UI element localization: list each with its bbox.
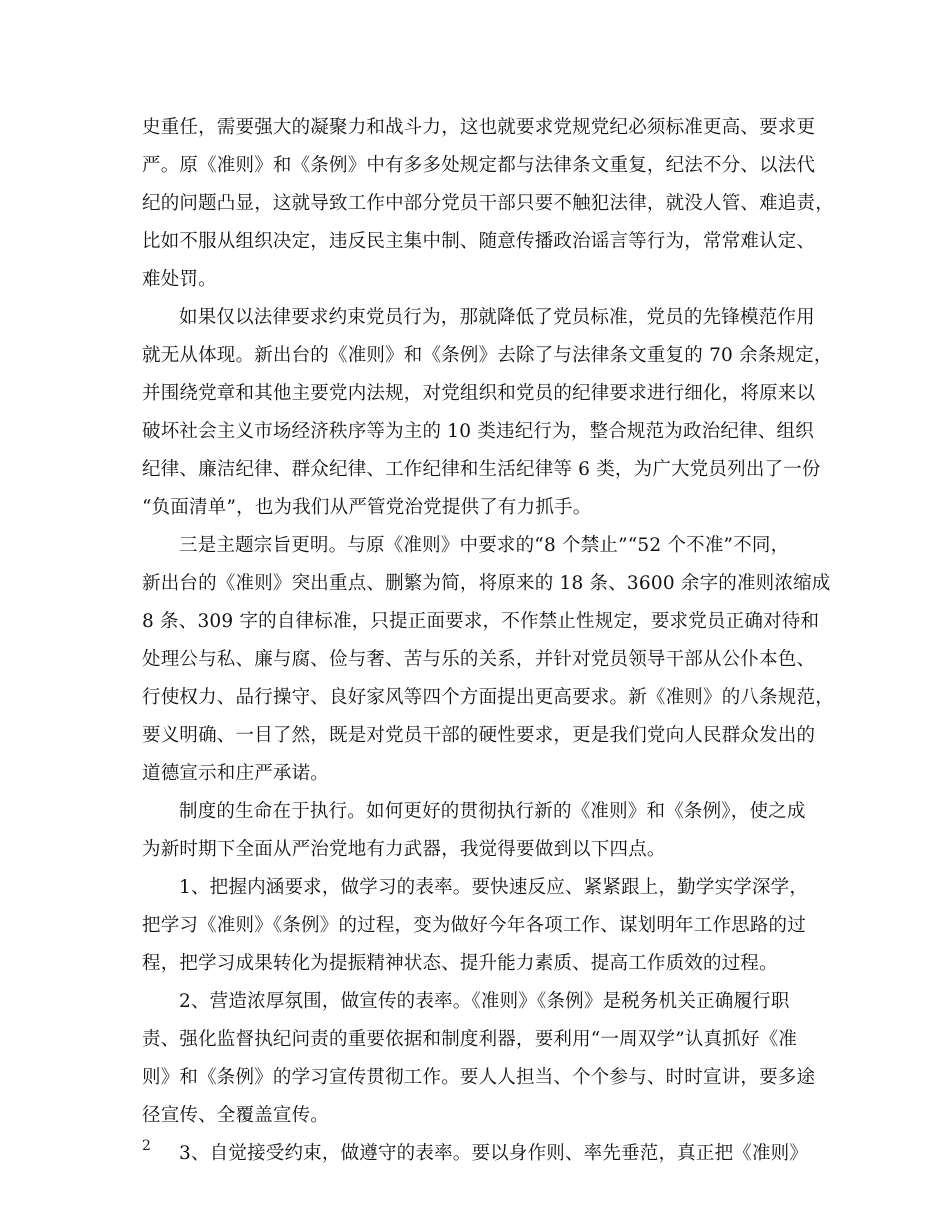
text-line: 3、自觉接受约束，做遵守的表率。要以身作则、率先垂范，真正把《准则》 [179, 1143, 809, 1164]
text-line: 新出台的《准则》突出重点、删繁为简，将原来的 18 条、3600 余字的准则浓缩成 [142, 573, 831, 594]
text-line: 要义明确、一目了然，既是对党员干部的硬性要求，更是我们党向人民群众发出的 [142, 725, 816, 746]
text-line: 比如不服从组织决定，违反民主集中制、随意传播政治谣言等行为，常常难认定、 [142, 231, 816, 252]
text-line: 并围绕党章和其他主要党内法规，对党组织和党员的纪律要求进行细化，将原来以 [142, 383, 816, 404]
text-line: 2、营造浓厚氛围，做宣传的表率。《准则》《条例》是税务机关正确履行职 [179, 991, 790, 1012]
text-line: 纪的问题凸显，这就导致工作中部分党员干部只要不触犯法律，就没人管、难追责， [142, 193, 834, 214]
text-line: 8 条、309 字的自律标准，只提正面要求，不作禁止性规定，要求党员正确对待和 [142, 611, 820, 632]
text-line: 处理公与私、廉与腐、俭与奢、苦与乐的关系，并针对党员领导干部从公仆本色、 [142, 649, 816, 670]
text-line: 则》和《条例》的学习宣传贯彻工作。要人人担当、个个参与、时时宣讲，要多途 [142, 1067, 816, 1088]
text-line: 责、强化监督执纪问责的重要依据和制度利器，要利用“一周双学”认真抓好《准 [142, 1029, 798, 1050]
text-line: 如果仅以法律要求约束党员行为，那就降低了党员标准，党员的先锋模范作用 [179, 307, 815, 328]
text-line: 径宣传、全覆盖宣传。 [142, 1105, 330, 1126]
text-line: 制度的生命在于执行。如何更好的贯彻执行新的《准则》和《条例》，使之成 [179, 801, 806, 822]
text-line: 三是主题宗旨更明。与原《准则》中要求的“8 个禁止”“52 个不准”不同， [179, 535, 790, 556]
text-line: 史重任，需要强大的凝聚力和战斗力，这也就要求党规党纪必须标准更高、要求更 [142, 117, 816, 138]
text-line: 纪律、廉洁纪律、群众纪律、工作纪律和生活纪律等 6 类，为广大党员列出了一份 [142, 459, 821, 480]
text-line: 就无从体现。新出台的《准则》和《条例》去除了与法律条文重复的 70 余条规定， [142, 345, 833, 366]
text-line: 程，把学习成果转化为提振精神状态、提升能力素质、提高工作质效的过程。 [142, 953, 778, 974]
text-line: “负面清单”，也为我们从严管党治党提供了有力抓手。 [142, 497, 592, 518]
text-line: 为新时期下全面从严治党地有力武器，我觉得要做到以下四点。 [142, 839, 666, 860]
body-text [142, 109, 834, 1173]
text-line: 难处罚。 [142, 269, 217, 290]
text-line: 道德宣示和庄严承诺。 [142, 763, 330, 784]
page-number: 2 [142, 1138, 151, 1154]
text-line: 行使权力、品行操守、良好家风等四个方面提出更高要求。新《准则》的八条规范， [142, 687, 834, 708]
text-line: 1、把握内涵要求，做学习的表率。要快速反应、紧紧跟上，勤学实学深学， [179, 877, 809, 898]
text-line: 把学习《准则》《条例》的过程，变为做好今年各项工作、谋划明年工作思路的过 [142, 915, 806, 936]
text-line: 破坏社会主义市场经济秩序等为主的 10 类违纪行为，整合规范为政治纪律、组织 [142, 421, 814, 442]
text-line: 严。原《准则》和《条例》中有多多处规定都与法律条文重复，纪法不分、以法代 [142, 155, 816, 176]
